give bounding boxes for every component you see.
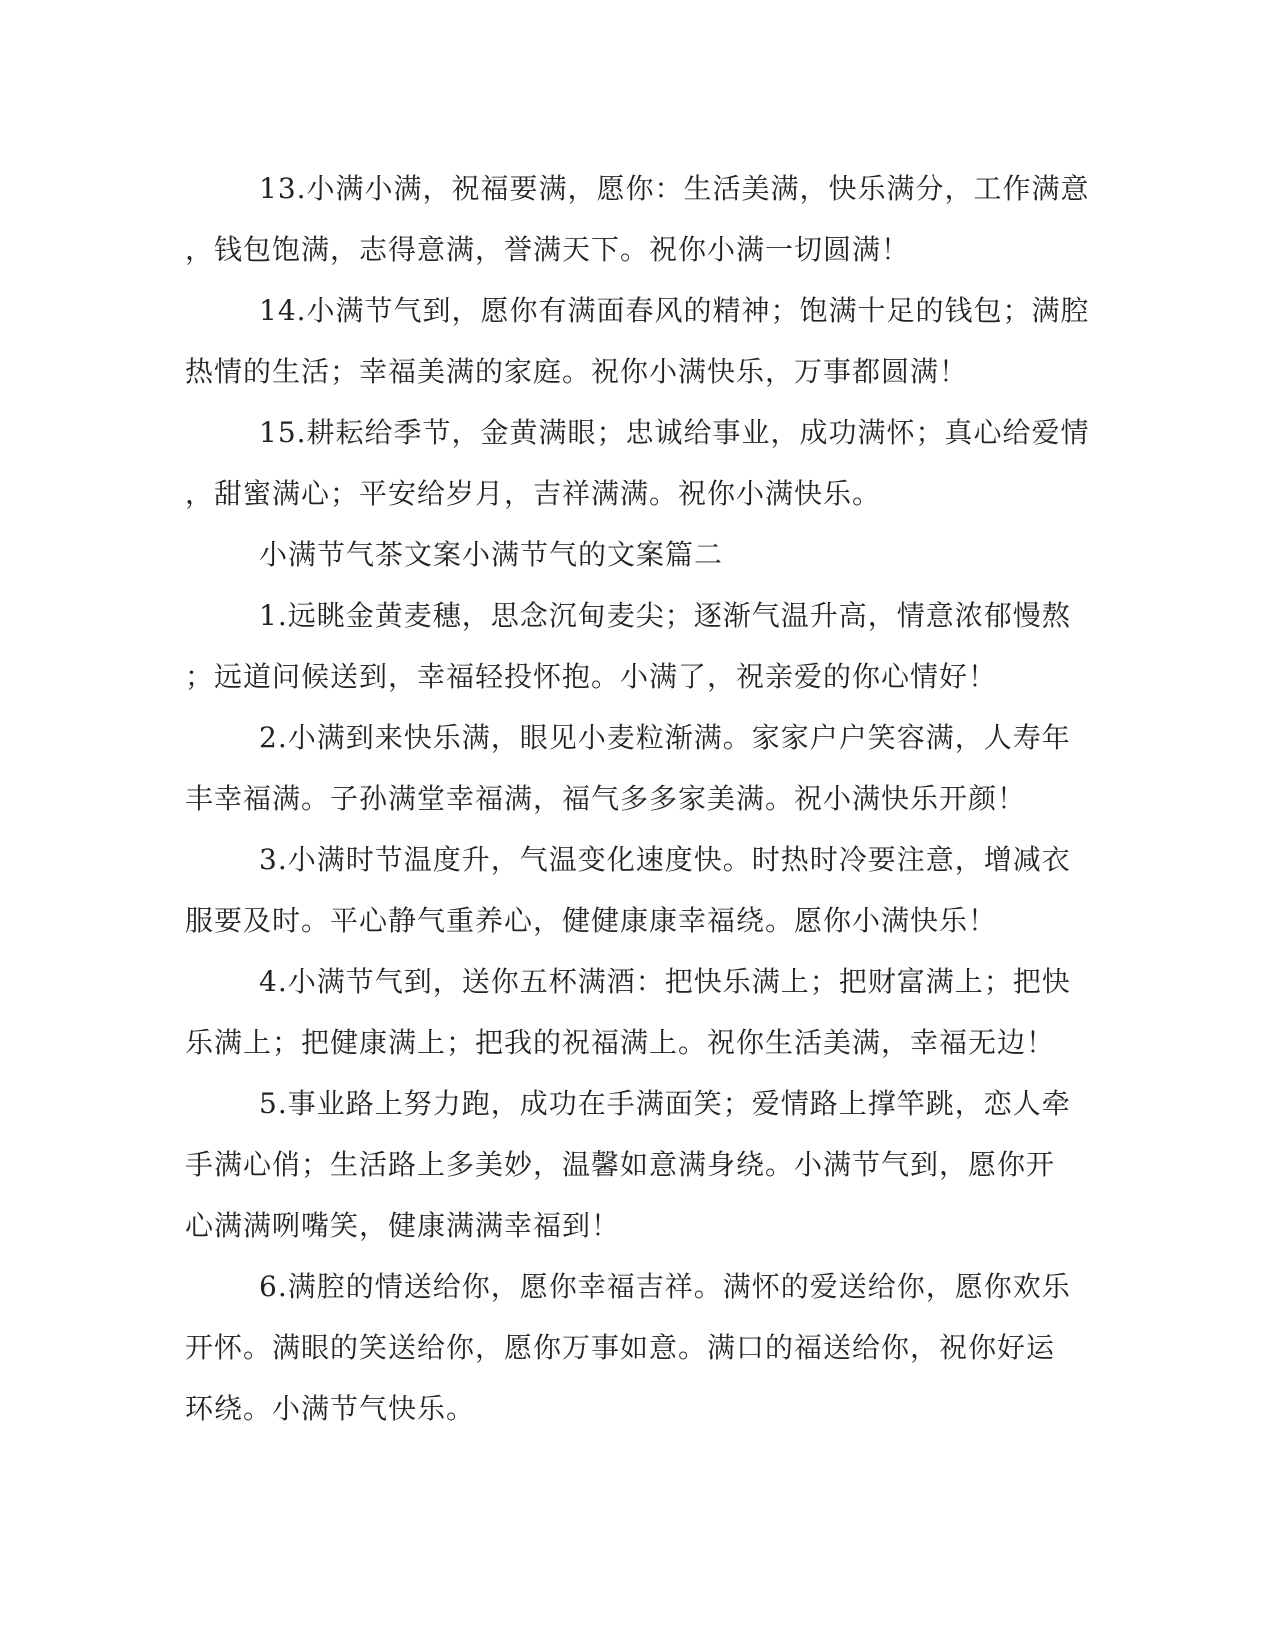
paragraph bbox=[185, 585, 1071, 707]
paragraph-line: 6.满腔的情送给你，愿你幸福吉祥。满怀的爱送给你，愿你欢乐 bbox=[259, 1270, 1071, 1303]
paragraph-line: 乐满上；把健康满上；把我的祝福满上。祝你生活美满，幸福无边！ bbox=[185, 1026, 1056, 1059]
paragraph-line: 14.小满节气到，愿你有满面春风的精神；饱满十足的钱包；满腔 bbox=[259, 294, 1090, 327]
paragraph bbox=[185, 158, 1090, 280]
paragraph-line: 3.小满时节温度升，气温变化速度快。时热时冷要注意，增减衣 bbox=[259, 843, 1071, 876]
paragraph bbox=[185, 402, 1090, 524]
document-body bbox=[185, 158, 1090, 1439]
paragraph bbox=[185, 280, 1090, 402]
paragraph-line: 热情的生活；幸福美满的家庭。祝你小满快乐，万事都圆满！ bbox=[185, 355, 969, 388]
paragraph-line: 13.小满小满，祝福要满，愿你：生活美满，快乐满分，工作满意 bbox=[259, 172, 1090, 205]
paragraph-line: ，钱包饱满，志得意满，誉满天下。祝你小满一切圆满！ bbox=[185, 233, 911, 266]
paragraph bbox=[185, 1256, 1071, 1439]
paragraph-line: 5.事业路上努力跑，成功在手满面笑；爱情路上撑竿跳，恋人牵 bbox=[259, 1087, 1071, 1120]
paragraph-line: 1.远眺金黄麦穗，思念沉甸麦尖；逐渐气温升高，情意浓郁慢熬 bbox=[259, 599, 1071, 632]
paragraph-line: 丰幸福满。子孙满堂幸福满，福气多多家美满。祝小满快乐开颜！ bbox=[185, 782, 1027, 815]
paragraph-line: 15.耕耘给季节，金黄满眼；忠诚给事业，成功满怀；真心给爱情 bbox=[259, 416, 1090, 449]
paragraph-line: 服要及时。平心静气重养心，健健康康幸福绕。愿你小满快乐！ bbox=[185, 904, 998, 937]
paragraph bbox=[185, 829, 1071, 951]
paragraph-line: 小满节气茶文案小满节气的文案篇二 bbox=[259, 538, 724, 571]
paragraph bbox=[185, 524, 1045, 585]
paragraph bbox=[185, 707, 1071, 829]
paragraph-line: 开怀。满眼的笑送给你，愿你万事如意。满口的福送给你，祝你好运 bbox=[185, 1331, 1056, 1364]
paragraph bbox=[185, 1073, 1071, 1256]
paragraph bbox=[185, 951, 1071, 1073]
paragraph-line: ，甜蜜满心；平安给岁月，吉祥满满。祝你小满快乐。 bbox=[185, 477, 882, 510]
paragraph-line: 手满心俏；生活路上多美妙，温馨如意满身绕。小满节气到，愿你开 bbox=[185, 1148, 1056, 1181]
paragraph-line: 心满满咧嘴笑，健康满满幸福到！ bbox=[185, 1209, 621, 1242]
paragraph-line: 环绕。小满节气快乐。 bbox=[185, 1392, 476, 1425]
paragraph-line: ；远道问候送到，幸福轻投怀抱。小满了，祝亲爱的你心情好！ bbox=[185, 660, 998, 693]
paragraph-line: 2.小满到来快乐满，眼见小麦粒渐满。家家户户笑容满，人寿年 bbox=[259, 721, 1071, 754]
paragraph-line: 4.小满节气到，送你五杯满酒：把快乐满上；把财富满上；把快 bbox=[259, 965, 1071, 998]
